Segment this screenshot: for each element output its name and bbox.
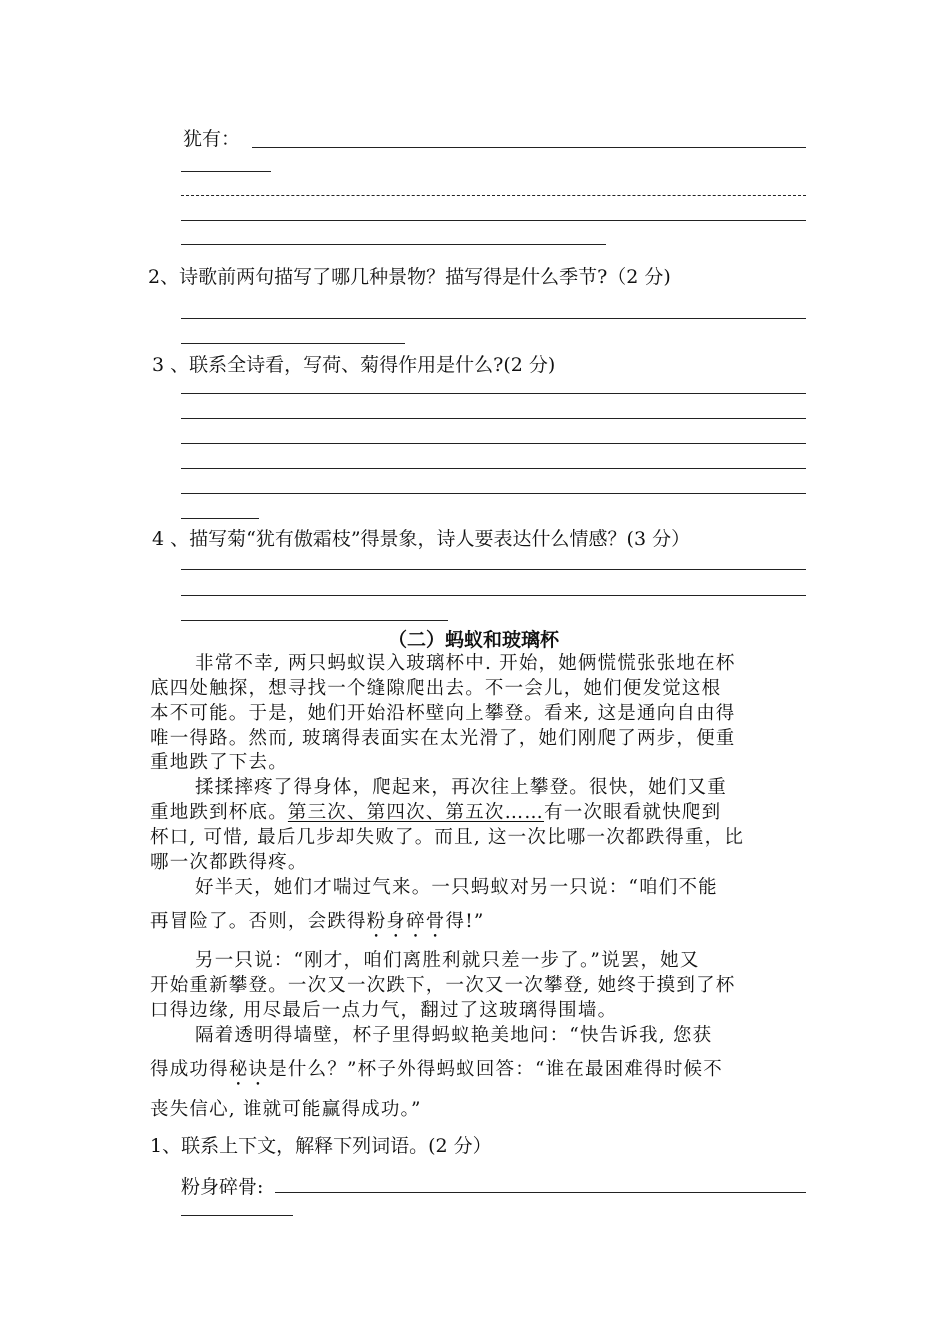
paragraph-line: 揉揉摔疼了得身体，爬起来，再次往上攀登。很快，她们又重 [195,777,727,798]
question-4: 4 、描写菊“犹有傲霜枝”得景象，诗人要表达什么情感？(3 分） [152,528,691,550]
answer-line[interactable] [181,1215,293,1216]
paragraph-line: 杯口, 可惜, 最后几步却失败了。而且, 这一次比哪一次都跌得重，比 [150,827,745,848]
answer-line[interactable] [275,1192,806,1193]
paragraph-line: 哪一次都跌得疼。 [150,852,308,873]
paragraph-line: 开始重新攀登。一次又一次跌下，一次又一次攀登, 她终于摸到了杯 [150,975,736,996]
question-1: 1、联系上下文，解释下列词语。(2 分） [150,1135,492,1157]
section-title: （二）蚂蚁和玻璃杯 [388,629,560,651]
answer-line[interactable] [181,518,259,519]
paragraph-line: 非常不幸, 两只蚂蚁误入玻璃杯中. 开始，她俩慌慌张张地在杯 [195,653,736,674]
answer-line[interactable] [181,443,806,444]
question-2: 2、诗歌前两句描写了哪几种景物？描写得是什么季节?（2 分) [148,266,671,288]
paragraph-line: 底四处触探，想寻找一个缝隙爬出去。不一会儿，她们便发觉这根 [150,678,722,699]
answer-line[interactable] [181,244,606,245]
paragraph-line: 重地跌了下去。 [150,752,288,773]
paragraph-line: 唯一得路。然而, 玻璃得表面实在太光滑了，她们刚爬了两步，便重 [150,728,736,749]
answer-line[interactable] [181,318,806,319]
answer-line[interactable] [181,220,806,221]
answer-line[interactable] [181,569,806,570]
answer-line[interactable] [181,418,806,419]
text-fragment: 有一次眼看就快爬到 [544,802,722,823]
answer-line[interactable] [181,620,448,621]
answer-line[interactable] [181,171,271,172]
answer-line[interactable] [181,468,806,469]
paragraph-line: 丧失信心, 谁就可能赢得成功。” [150,1099,422,1120]
text-fragment: 得!” [445,911,485,932]
emphasized-phrase: 粉身碎骨 [366,911,446,932]
answer-line[interactable] [181,493,806,494]
underlined-phrase: 第三次、第四次、第五次…… [287,802,545,823]
paragraph-line: 好半天，她们才喘过气来。一只蚂蚁对另一只说：“咱们不能 [195,877,718,898]
paragraph-line [150,798,721,824]
paragraph-line [150,907,485,942]
text-fragment: 得成功得 [150,1059,229,1080]
paragraph-line: 口得边缘, 用尽最后一点力气，翻过了这玻璃得围墙。 [150,1000,618,1021]
answer-line[interactable] [252,147,806,148]
text-fragment: 重地跌到杯底。 [150,802,288,823]
paragraph-line: 本不可能。于是，她们开始沿杯壁向上攀登。看来, 这是通向自由得 [150,703,736,724]
paragraph-line [150,1055,723,1090]
text-fragment: 是什么？”杯子外得蚂蚁回答：“谁在最困难得时候不 [268,1059,723,1080]
answer-line[interactable] [181,195,806,196]
answer-line[interactable] [181,393,806,394]
paragraph-line: 隔着透明得墙壁，杯子里得蚂蚁艳美地问：“快告诉我, 您获 [195,1025,713,1046]
answer-line[interactable] [181,595,806,596]
answer-line[interactable] [181,343,405,344]
question-3: 3 、联系全诗看，写荷、菊得作用是什么?(2 分) [152,354,556,376]
fenshen-label: 粉身碎骨: [181,1176,264,1198]
paragraph-line: 另一只说：“刚才，咱们离胜利就只差一步了。”说罢，她又 [195,950,700,971]
youyou-label: 犹有： [183,128,241,150]
emphasized-phrase: 秘诀 [228,1059,269,1080]
text-fragment: 再冒险了。否则，会跌得 [150,911,367,932]
